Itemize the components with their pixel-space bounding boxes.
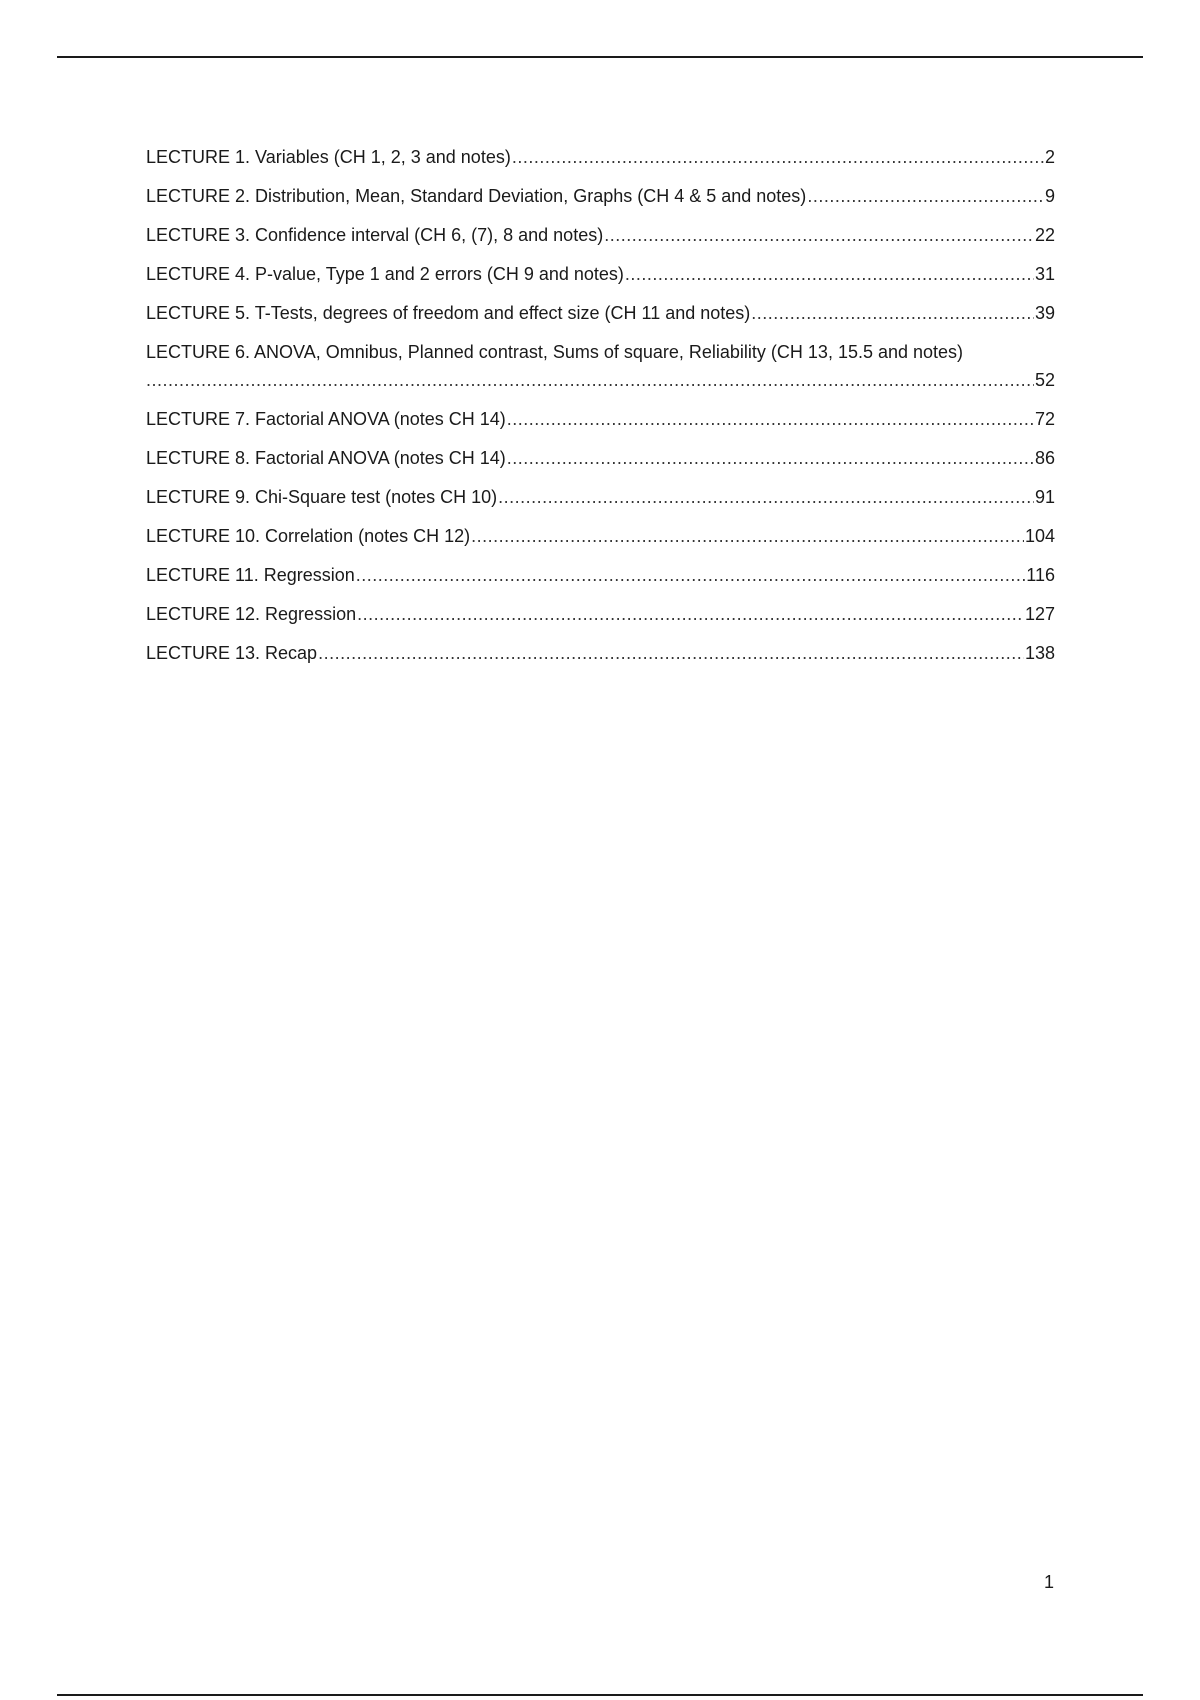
page-number: 1 (1043, 1572, 1054, 1592)
toc-entry[interactable] (146, 185, 1055, 207)
toc-entry[interactable] (146, 564, 1055, 586)
toc-leader-dots (357, 603, 1024, 625)
toc-entry-page: 72 (1034, 409, 1055, 429)
toc-entry-title: LECTURE 13. Recap (146, 643, 318, 663)
toc-entry-page: 2 (1044, 147, 1055, 167)
toc-entry-page: 116 (1026, 565, 1055, 585)
toc-entry[interactable] (146, 603, 1055, 625)
toc-entry-page: 104 (1024, 526, 1055, 546)
toc-leader-dots (318, 642, 1024, 664)
toc-entry-page: 127 (1024, 604, 1055, 624)
toc-entry[interactable] (146, 642, 1055, 664)
toc-entry[interactable] (146, 341, 1055, 391)
toc-entry[interactable] (146, 486, 1055, 508)
toc-entry-page: 22 (1034, 225, 1055, 245)
toc-entry-title: LECTURE 5. T-Tests, degrees of freedom and effect size (CH 11 and notes) (146, 303, 751, 323)
header-rule (57, 56, 1143, 58)
toc-entry-title: LECTURE 12. Regression (146, 604, 357, 624)
toc-leader-dots (498, 486, 1034, 508)
toc-entry[interactable] (146, 302, 1055, 324)
toc-entry-title: LECTURE 2. Distribution, Mean, Standard Deviation, Graphs (CH 4 & 5 and notes) (146, 186, 807, 206)
toc-leader-dots (604, 224, 1034, 246)
toc-entry-title: LECTURE 9. Chi-Square test (notes CH 10) (146, 487, 498, 507)
toc-entry-page: 9 (1044, 186, 1055, 206)
toc-leader-dots (751, 302, 1034, 324)
toc-leader-dots (146, 369, 1034, 391)
toc-entry[interactable] (146, 224, 1055, 246)
toc-entry-title: LECTURE 4. P-value, Type 1 and 2 errors (CH 9 and notes) (146, 264, 624, 284)
toc-entry-page: 91 (1034, 487, 1055, 507)
toc-entry[interactable] (146, 408, 1055, 430)
toc-entry[interactable] (146, 525, 1055, 547)
table-of-contents (146, 146, 1055, 681)
toc-entry-page: 31 (1034, 264, 1055, 284)
toc-entry-title: LECTURE 10. Correlation (notes CH 12) (146, 526, 471, 546)
toc-leader-dots (356, 564, 1026, 586)
toc-entry-page: 138 (1024, 643, 1055, 663)
toc-entry[interactable] (146, 447, 1055, 469)
toc-entry[interactable] (146, 263, 1055, 285)
toc-leader-dots (807, 185, 1044, 207)
toc-entry-page: 39 (1034, 303, 1055, 323)
toc-entry-title: LECTURE 8. Factorial ANOVA (notes CH 14) (146, 448, 506, 468)
toc-entry-title: LECTURE 1. Variables (CH 1, 2, 3 and notes) (146, 147, 511, 167)
toc-leader-dots (507, 408, 1034, 430)
toc-entry-title: LECTURE 11. Regression (146, 565, 355, 585)
toc-entry-page: 52 (1034, 370, 1055, 390)
toc-leader-dots (512, 146, 1044, 168)
toc-leader-dots (471, 525, 1024, 547)
toc-leader-dots (507, 447, 1034, 469)
toc-leader-dots (625, 263, 1034, 285)
toc-entry-title: LECTURE 6. ANOVA, Omnibus, Planned contrast, Sums of square, Reliability (CH 13, 15.5 and notes) (146, 342, 964, 362)
toc-entry-title: LECTURE 3. Confidence interval (CH 6, (7), 8 and notes) (146, 225, 604, 245)
footer-rule (57, 1694, 1143, 1696)
toc-entry-page: 86 (1034, 448, 1055, 468)
toc-entry-title: LECTURE 7. Factorial ANOVA (notes CH 14) (146, 409, 506, 429)
toc-entry[interactable] (146, 146, 1055, 168)
